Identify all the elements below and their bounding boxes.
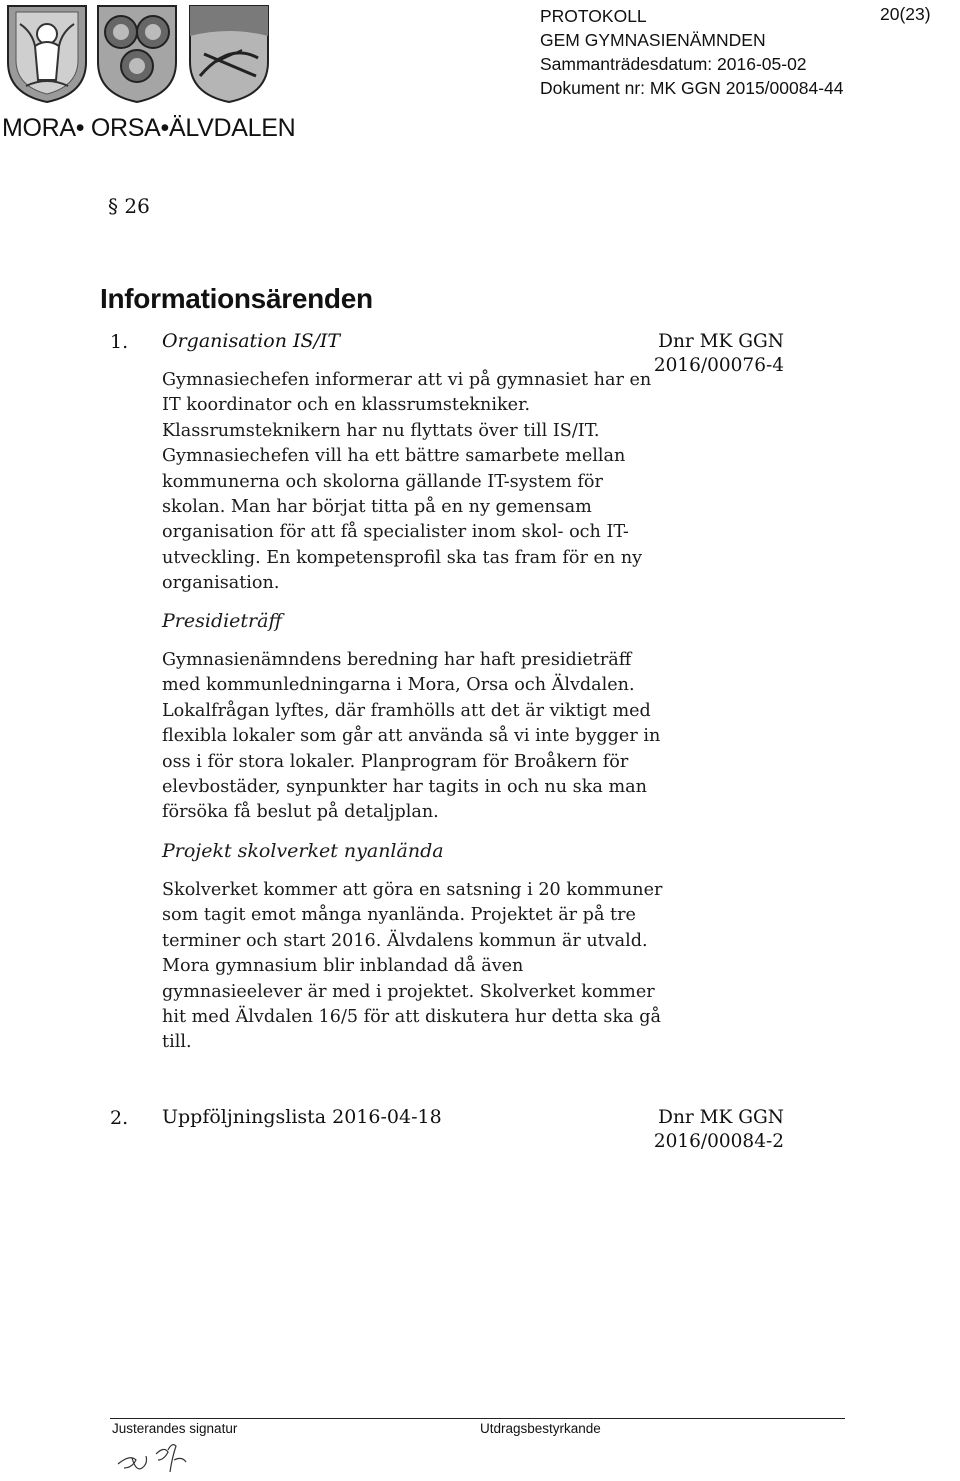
- item-2-number: 2.: [110, 1107, 129, 1129]
- dnr-label: Dnr MK GGN: [658, 331, 784, 352]
- dnr-label: Dnr MK GGN: [658, 1107, 784, 1128]
- body-line: Gymnasiechefen informerar att vi på gymnasiet har en: [162, 370, 652, 390]
- subsection-heading-presidietraff: Presidieträff: [162, 610, 282, 632]
- item-1-body: [162, 368, 651, 597]
- municipality-name: MORA• ORSA•ÄLVDALEN: [2, 114, 296, 142]
- mora-coat-of-arms-icon: [8, 6, 86, 102]
- orsa-coat-of-arms-icon: [98, 6, 176, 102]
- body-line: oss i för stora lokaler. Planprogram för Broåkern för: [162, 751, 629, 772]
- body-line: organisation.: [162, 573, 280, 594]
- body-line: IT koordinator och en klassrumstekniker.: [162, 395, 531, 416]
- municipal-coats-of-arms: [2, 2, 270, 104]
- item-1-number: 1.: [110, 331, 129, 353]
- signature-label: Justerandes signatur: [112, 1421, 238, 1436]
- handwritten-signature: [112, 1438, 222, 1478]
- doc-type: PROTOKOLL: [540, 6, 647, 26]
- section-title: Informationsärenden: [100, 283, 373, 314]
- body-line: gymnasieelever är med i projektet. Skolverket kommer: [162, 981, 655, 1002]
- body-line: skolan. Man har börjat titta på en ny gemensam: [162, 497, 592, 518]
- document-header: [540, 4, 844, 100]
- item-2-title: Uppföljningslista 2016-04-18: [162, 1106, 442, 1128]
- body-line: Skolverket kommer att göra en satsning i 20 kommuner: [162, 880, 663, 900]
- item-1-title: Organisation IS/IT: [162, 330, 341, 352]
- body-line: hit med Älvdalen 16/5 för att diskutera hur detta ska gå: [162, 1007, 661, 1028]
- body-line: med kommunledningarna i Mora, Orsa och Älvdalen.: [162, 675, 635, 696]
- committee-name: GEM GYMNASIENÄMNDEN: [540, 30, 766, 50]
- body-line: till.: [162, 1032, 192, 1053]
- body-line: Lokalfrågan lyftes, där framhölls att det är viktigt med: [162, 700, 651, 721]
- body-line: terminer och start 2016. Älvdalens kommun är utvald.: [162, 930, 648, 951]
- body-line: organisation för att få specialister inom skol- och IT-: [162, 522, 629, 543]
- subsection-body-projekt: [162, 878, 662, 1056]
- certification-label: Utdragsbestyrkande: [480, 1421, 601, 1436]
- subsection-heading-projekt: Projekt skolverket nyanlända: [162, 840, 444, 862]
- subsection-body-presidietraff: [162, 648, 660, 826]
- body-line: som tagit emot många nyanlända. Projektet är på tre: [162, 905, 636, 926]
- body-line: Mora gymnasium blir inblandad då även: [162, 956, 524, 977]
- paragraph-number: § 26: [108, 194, 150, 218]
- body-line: Klassrumsteknikern har nu flyttats över till IS/IT.: [162, 420, 600, 441]
- body-line: utveckling. En kompetensprofil ska tas fram för en ny: [162, 547, 643, 568]
- item-1-dnr: [654, 330, 784, 378]
- body-line: flexibla lokaler som går att använda så vi inte bygger in: [162, 726, 661, 747]
- document-number: Dokument nr: MK GGN 2015/00084-44: [540, 78, 844, 98]
- body-line: försöka få beslut på detaljplan.: [162, 802, 439, 823]
- meeting-date: Sammanträdesdatum: 2016-05-02: [540, 54, 807, 74]
- body-line: Gymnasiechefen vill ha ett bättre samarbete mellan: [162, 446, 626, 467]
- alvdalen-coat-of-arms-icon: [190, 6, 268, 102]
- dnr-number: 2016/00076-4: [653, 355, 784, 376]
- body-line: Gymnasienämndens beredning har haft presidieträff: [162, 650, 632, 670]
- body-line: kommunerna och skolorna gällande IT-system för: [162, 471, 603, 492]
- body-line: elevbostäder, synpunkter har tagits in och nu ska man: [162, 777, 647, 798]
- page-number: 20(23): [880, 4, 931, 24]
- footer-divider: [110, 1418, 845, 1419]
- dnr-number: 2016/00084-2: [653, 1131, 784, 1152]
- item-2-dnr: [654, 1106, 784, 1154]
